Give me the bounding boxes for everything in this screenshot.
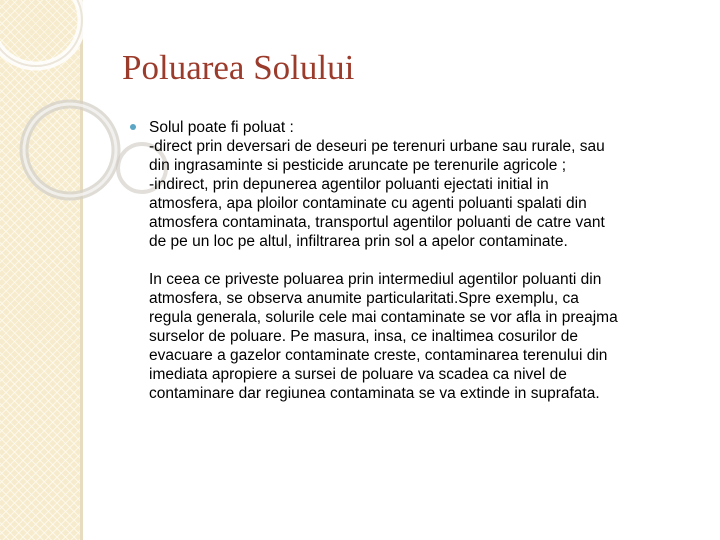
text-line: din ingrasaminte si pesticide aruncate pe terenurile agricole ; bbox=[149, 157, 567, 174]
text-line: -direct prin deversari de deseuri pe terenuri urbane sau rurale, sau bbox=[149, 138, 605, 155]
text-line: In ceea ce priveste poluarea prin intermediul agentilor poluanti din bbox=[149, 271, 602, 288]
content-list bbox=[130, 118, 695, 403]
text-line: atmosfera, apa ploilor contaminate cu agenti poluanti spalati din bbox=[149, 195, 587, 212]
paragraph-atmosphere bbox=[149, 270, 695, 403]
text-line: Solul poate fi poluat : bbox=[149, 119, 294, 136]
text-line: atmosfera, se observa anumite particularitati.Spre exemplu, ca bbox=[149, 290, 579, 307]
text-line: -indirect, prin depunerea agentilor poluanti ejectati initial in bbox=[149, 176, 549, 193]
text-line: surselor de poluare. Pe masura, insa, ce inaltimea cosurilor de bbox=[149, 328, 579, 345]
text-line: contaminare dar regiunea contaminata se va extinde in suprafata. bbox=[149, 385, 600, 402]
bullet-dot-icon bbox=[130, 124, 136, 130]
paragraph-direct-indirect bbox=[149, 118, 695, 251]
text-line: evacuare a gazelor contaminate creste, contaminarea terenului din bbox=[149, 347, 608, 364]
paragraph-spacer bbox=[149, 251, 695, 270]
text-line: regula generala, solurile cele mai contaminate se vor afla in preajma bbox=[149, 309, 618, 326]
text-line: atmosfera contaminata, transportul agentilor poluanti de catre vant bbox=[149, 214, 605, 231]
text-line: imediata apropiere a sursei de poluare va scadea ca nivel de bbox=[149, 366, 567, 383]
list-item bbox=[130, 118, 695, 403]
text-line: de pe un loc pe altul, infiltrarea prin sol a apelor contaminate. bbox=[149, 233, 568, 250]
slide-title: Poluarea Solului bbox=[122, 48, 355, 87]
